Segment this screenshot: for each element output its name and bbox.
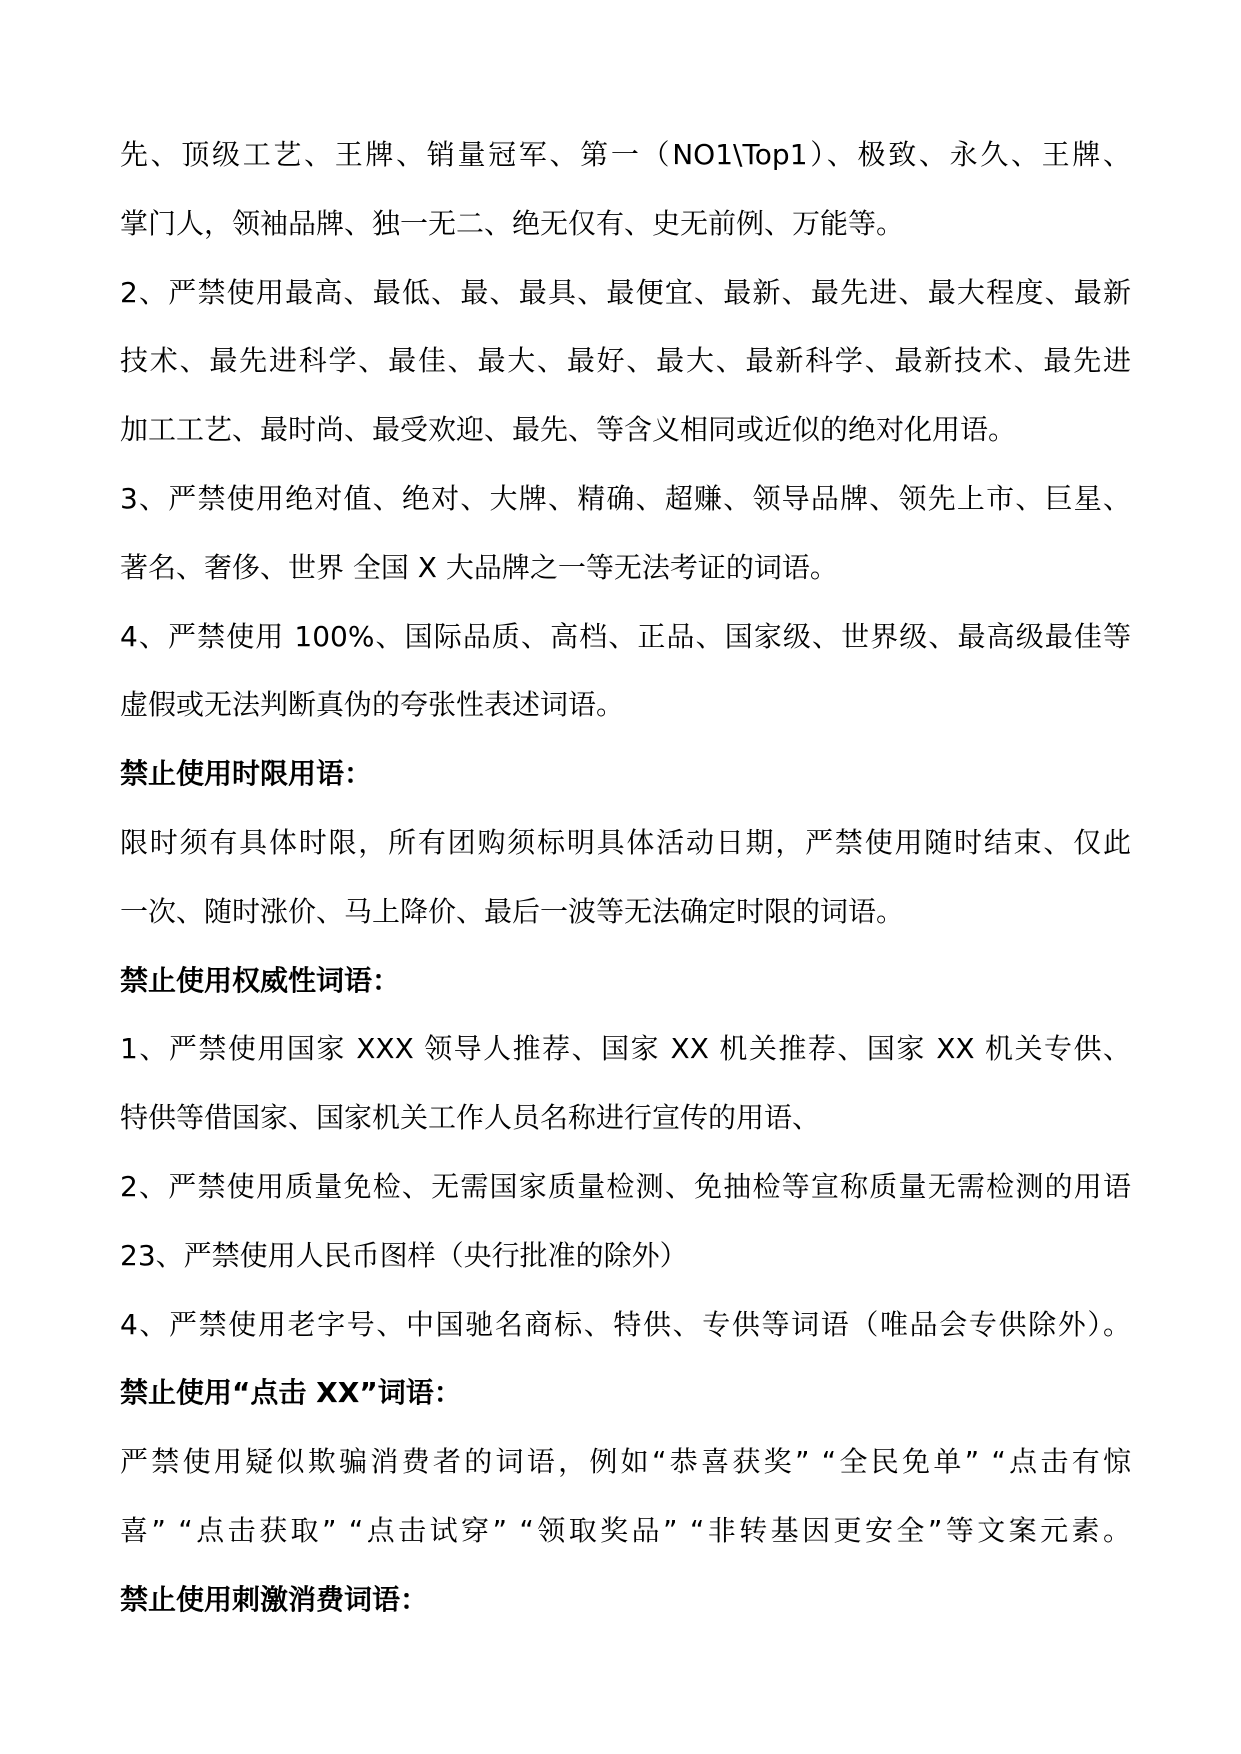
section-heading: 禁止使用时限用语： [120, 757, 373, 791]
document-page [120, 134, 1131, 1648]
paragraph-line: 加工工艺、最时尚、最受欢迎、最先、等含义相同或近似的绝对化用语。 [120, 413, 1017, 447]
paragraph-line: 4、严禁使用 100%、国际品质、高档、正品、国家级、世界级、最高级最佳等 [120, 619, 1131, 653]
paragraph-line: 4、严禁使用老字号、中国驰名商标、特供、专供等词语（唯品会专供除外）。 [120, 1307, 1131, 1341]
paragraph-line: 2、严禁使用最高、最低、最、最具、最便宜、最新、最先进、最大程度、最新 [120, 275, 1131, 309]
section-heading: 禁止使用权威性词语： [120, 963, 401, 997]
section-heading: 禁止使用“点击 XX”词语： [120, 1376, 462, 1410]
paragraph-line: 一次、随时涨价、马上降价、最后一波等无法确定时限的词语。 [120, 894, 905, 928]
paragraph-line: 2、严禁使用质量免检、无需国家质量检测、免抽检等宣称质量无需检测的用语 [120, 1169, 1131, 1203]
paragraph-line: 掌门人，领袖品牌、独一无二、绝无仅有、史无前例、万能等。 [120, 206, 905, 240]
paragraph-line: 先、顶级工艺、王牌、销量冠军、第一（NO1\Top1）、极致、永久、王牌、 [120, 138, 1131, 171]
paragraph-line: 喜” “点击获取” “点击试穿” “领取奖品” “非转基因更安全”等文案元素。 [120, 1513, 1131, 1547]
paragraph-line: 3、严禁使用绝对值、绝对、大牌、精确、超赚、领导品牌、领先上市、巨星、 [120, 481, 1131, 515]
paragraph-line: 严禁使用疑似欺骗消费者的词语，例如“恭喜获奖” “全民免单” “点击有惊 [120, 1445, 1131, 1479]
section-heading: 禁止使用刺激消费词语： [120, 1582, 429, 1616]
paragraph-line: 限时须有具体时限，所有团购须标明具体活动日期，严禁使用随时结束、仅此 [120, 825, 1131, 859]
paragraph-line: 23、严禁使用人民币图样（央行批准的除外） [120, 1238, 688, 1272]
paragraph-line: 著名、奢侈、世界 全国 X 大品牌之一等无法考证的词语。 [120, 550, 838, 584]
paragraph-line: 1、严禁使用国家 XXX 领导人推荐、国家 XX 机关推荐、国家 XX 机关专供、 [120, 1032, 1131, 1066]
paragraph-line: 技术、最先进科学、最佳、最大、最好、最大、最新科学、最新技术、最先进 [120, 344, 1131, 378]
paragraph-line: 特供等借国家、国家机关工作人员名称进行宣传的用语、 [120, 1101, 821, 1135]
paragraph-line: 虚假或无法判断真伪的夸张性表述词语。 [120, 688, 625, 722]
